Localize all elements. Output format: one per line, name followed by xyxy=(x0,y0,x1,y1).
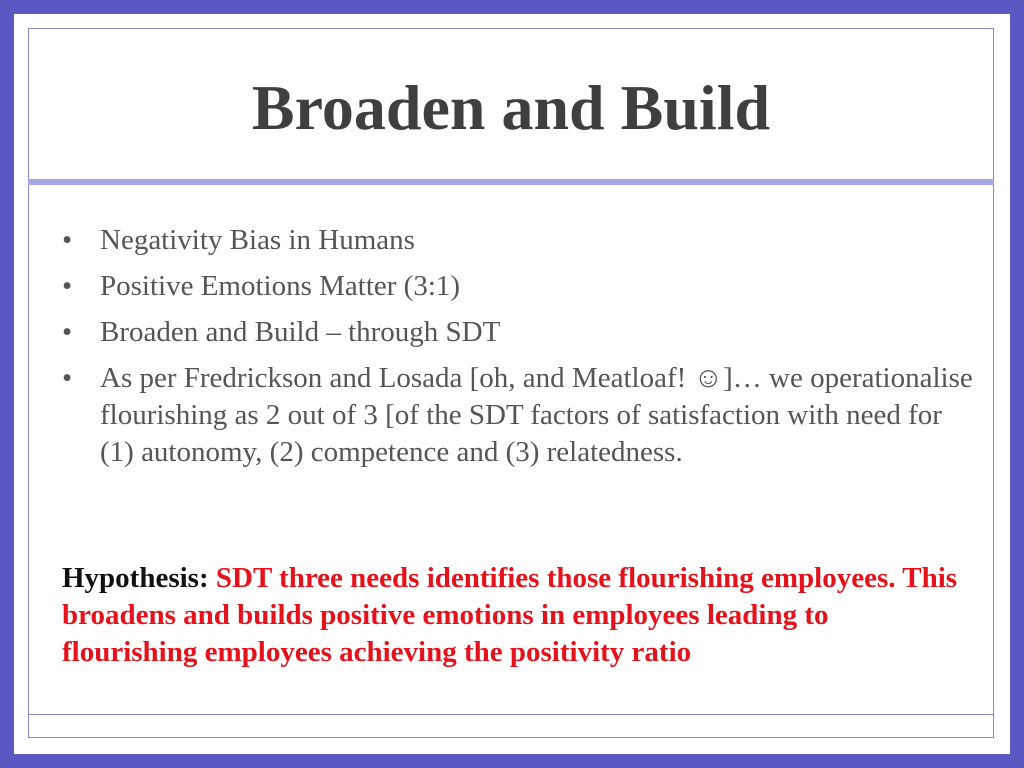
hypothesis-text: SDT three needs identifies those flourishing employees. This broadens and builds positive emotions in employees leading to flourishing employees achieving the positivity ratio xyxy=(62,562,958,668)
slide xyxy=(14,14,1010,754)
bullet-item xyxy=(62,222,982,259)
title-divider xyxy=(28,179,994,185)
bullet-item xyxy=(62,268,982,305)
bullet-icon: • xyxy=(62,270,73,302)
footer-divider xyxy=(28,714,994,715)
bullet-text: Negativity Bias in Humans xyxy=(100,224,415,256)
bullet-icon: • xyxy=(62,362,73,394)
bullet-icon: • xyxy=(62,316,73,348)
bullet-text: As per Fredrickson and Losada [oh, and Meatloaf! ☺]… we operationalise flourishing as 2 out of 3 [of the SDT factors of satisfaction with need for (1) autonomy, (2) competence and (3) relatedness. xyxy=(100,362,973,468)
hypothesis xyxy=(62,560,962,671)
bullet-list xyxy=(62,222,982,480)
slide-title: Broaden and Build xyxy=(251,72,771,143)
bullet-text: Broaden and Build – through SDT xyxy=(100,316,501,348)
bullet-item xyxy=(62,314,982,351)
bullet-icon: • xyxy=(62,224,73,256)
bullet-item xyxy=(62,360,982,471)
bullet-text: Positive Emotions Matter (3:1) xyxy=(100,270,461,302)
hypothesis-label: Hypothesis: xyxy=(62,562,209,594)
